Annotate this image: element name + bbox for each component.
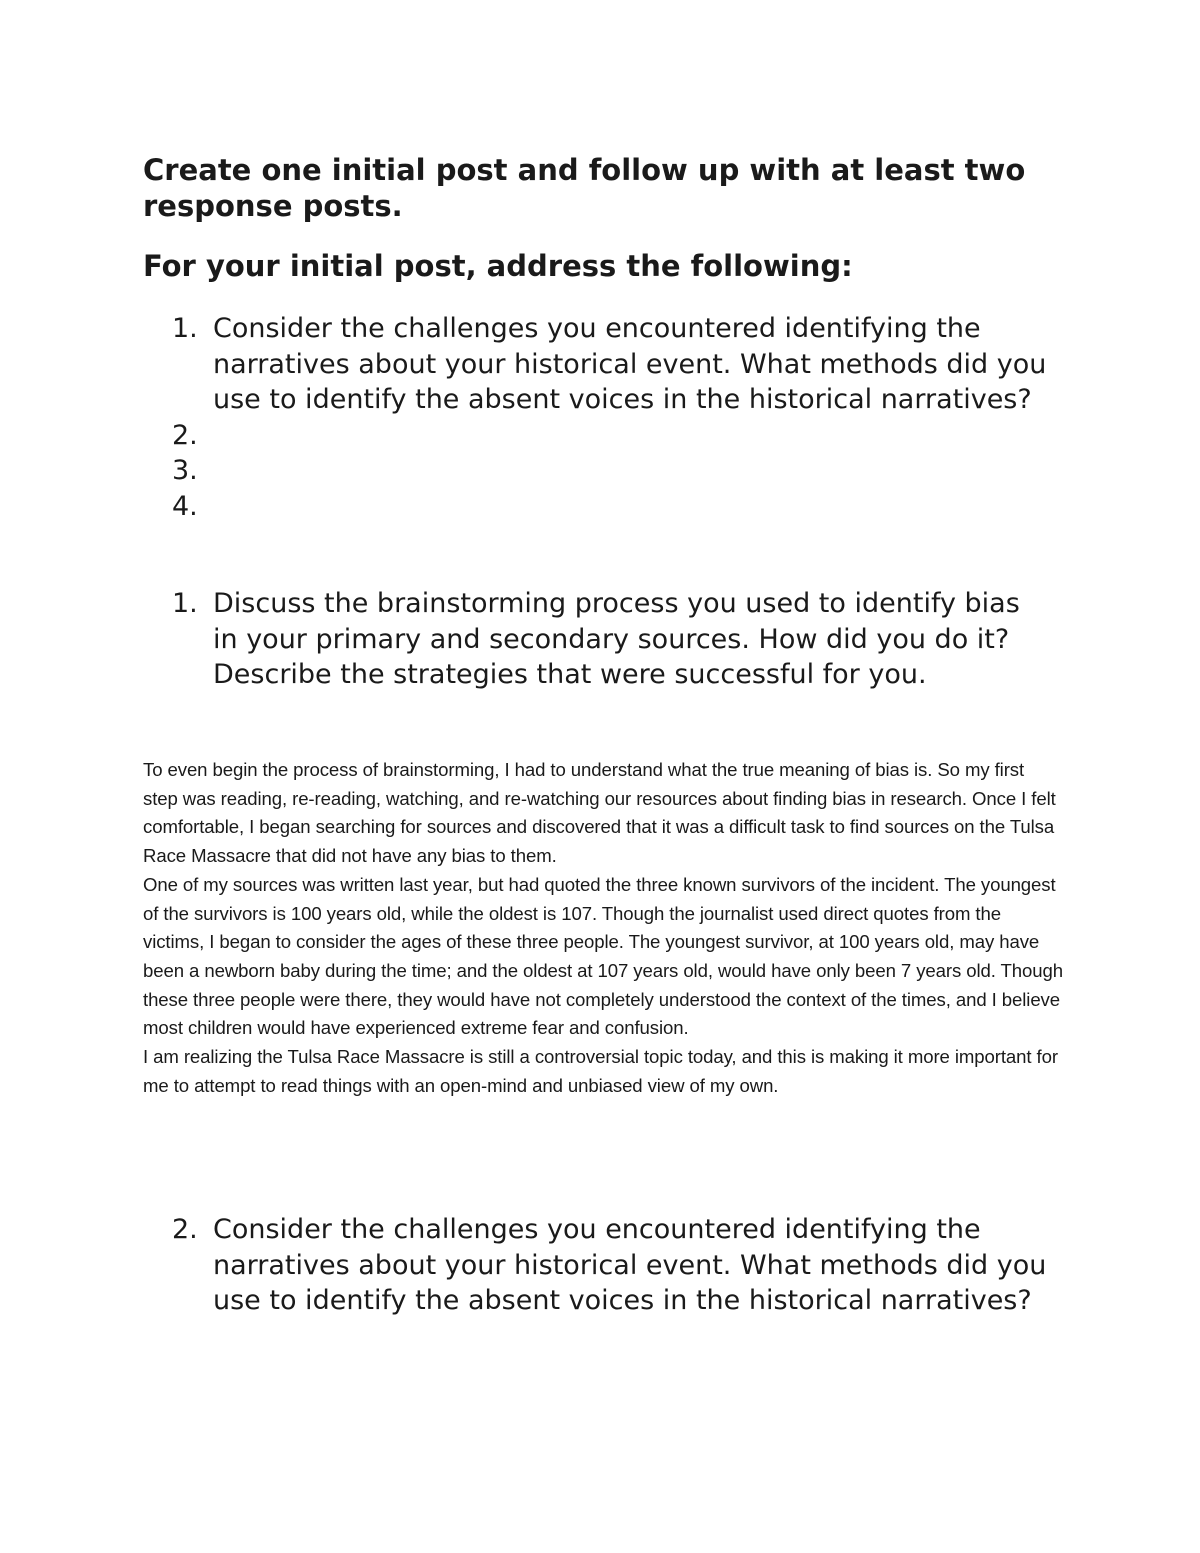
list-number: 1. — [172, 313, 198, 344]
heading-instructions: Create one initial post and follow up with at least two response posts. — [143, 153, 1026, 223]
answer-body — [143, 756, 1063, 1100]
list-item-text: Consider the challenges you encountered identifying the narratives about your historical event. What methods did you use to identify the absent voices in the historical narratives? — [213, 1214, 1047, 1316]
list-item-text: Consider the challenges you encountered identifying the narratives about your historical event. What methods did you use to identify the absent voices in the historical narratives? — [213, 313, 1047, 415]
list-item — [172, 586, 1052, 693]
answer-paragraph: One of my sources was written last year, but had quoted the three known survivors of the incident. The youngest of the survivors is 100 years old, while the oldest is 107. Though the journalist used direct quotes from the victims, I began to consider the ages of these three people. The youngest survivor, at 100 years old, may have been a newborn baby during the time; and the oldest at 107 years old, would have only been 7 years old. Though these three people were there, they would have not completely understood the context of the times, and I believe most children would have experienced extreme fear and confusion. — [143, 873, 1064, 1039]
question-list-a — [172, 311, 1052, 524]
list-number: 3. — [172, 455, 198, 486]
list-number: 1. — [172, 588, 198, 619]
question-list-b — [172, 586, 1052, 693]
answer-paragraph: To even begin the process of brainstorming, I had to understand what the true meaning of bias is. So my first step was reading, re-reading, watching, and re-watching our resources about finding bias in research. Once I felt comfortable, I began searching for sources and discovered that it was a difficult task to find sources on the Tulsa Race Massacre that did not have any bias to them. — [143, 759, 1056, 867]
list-number: 2. — [172, 1214, 198, 1245]
answer-paragraph: I am realizing the Tulsa Race Massacre is still a controversial topic today, and this is making it more important for me to attempt to read things with an open-mind and unbiased view of my own. — [143, 1046, 1058, 1096]
list-item — [172, 1212, 1052, 1319]
list-item — [172, 453, 1052, 489]
list-item — [172, 418, 1052, 454]
list-number: 2. — [172, 419, 198, 451]
heading-initial-post: For your initial post, address the following: — [143, 249, 853, 283]
list-item-text: Discuss the brainstorming process you used to identify bias in your primary and secondary sources. How did you do it? Describe the strategies that were successful for you. — [213, 588, 1020, 690]
list-item — [172, 311, 1052, 418]
list-item — [172, 489, 1052, 525]
question-list-c — [172, 1212, 1052, 1319]
list-number: 4. — [172, 490, 198, 522]
